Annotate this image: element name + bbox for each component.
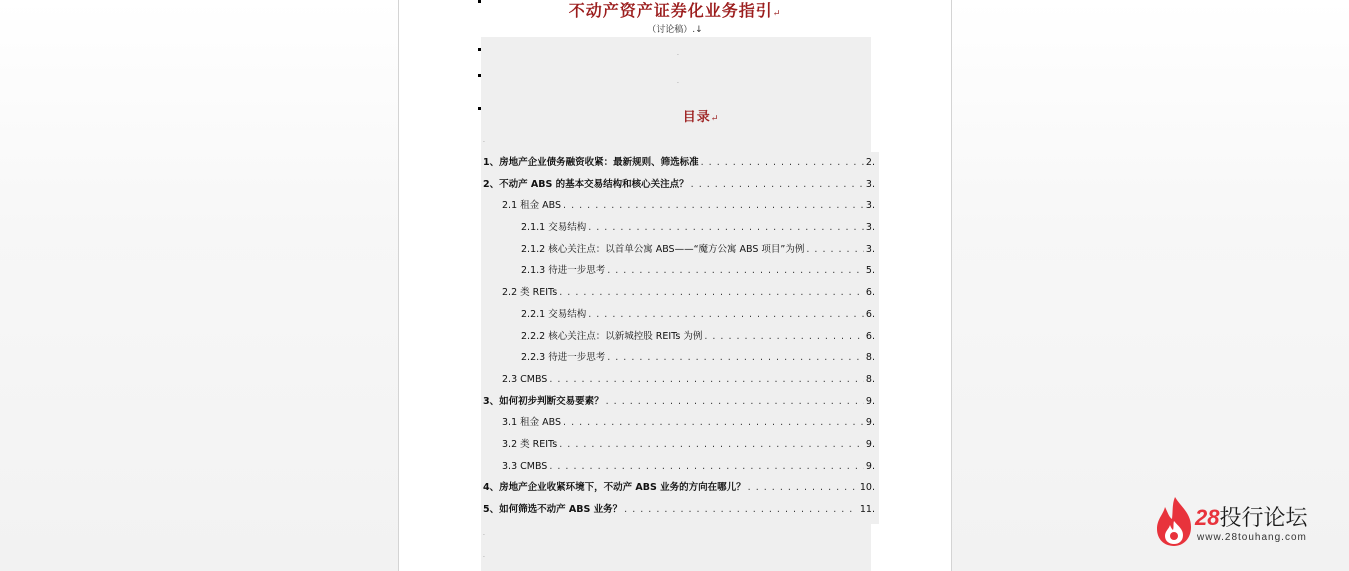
toc-entry-title: 3.1 租金 ABS [502,417,562,429]
toc-entry-title: 3.3 CMBS [502,460,548,472]
document-page [398,0,952,571]
toc-leader-dots [559,434,864,456]
toc-leader-dots [748,477,858,499]
empty-paragraph-mark: . [483,552,485,559]
toc-page-number: 8. [865,352,875,364]
toc-entry[interactable] [483,391,875,413]
toc-leader-dots [559,282,864,304]
toc-entry[interactable] [483,282,875,304]
toc-leader-dots [701,152,864,174]
toc-page-number: 9. [865,460,875,472]
toc-entry-title: 2.2.3 待进一步思考 [521,352,606,364]
paragraph-mark: ↵ [772,9,782,19]
brand-url: www.28touhang.com [1197,532,1307,543]
toc-page-number: 6. [865,330,875,342]
document-title: 不动产资产证券化业务指引↵ [568,1,782,20]
toc-leader-dots [549,456,864,478]
document-subtitle: （讨论稿）.↓ [647,25,703,35]
toc-entry-title: 2.3 CMBS [502,373,548,385]
toc-page-number: 10. [859,482,875,494]
brand-number: 28 [1195,505,1220,530]
toc-leader-dots [606,391,864,413]
toc-entry-title: 2.2.2 核心关注点：以新城控股 REITs 为例 [521,330,703,342]
toc-entry-title: 2.1.1 交易结构 [521,222,587,234]
toc-entry[interactable] [483,434,875,456]
toc-entry-title: 2.1.3 待进一步思考 [521,265,606,277]
toc-page-number: 9. [865,395,875,407]
toc-page-number: 6. [865,287,875,299]
toc-entry-title: 2.1 租金 ABS [502,200,562,212]
toc-entry[interactable] [483,477,875,499]
toc-leader-dots [563,195,864,217]
toc-page-number: 6. [865,308,875,320]
toc-entry-title: 3、如何初步判断交易要素？ [483,395,604,407]
shaded-region-top [481,37,871,152]
toc-entry-title: 5、如何筛选不动产 ABS 业务？ [483,504,623,515]
toc-leader-dots [588,217,864,239]
toc-entry[interactable] [483,152,875,174]
toc-entry-title: 2、不动产 ABS 的基本交易结构和核心关注点？ [483,178,689,190]
toc-entry-title: 4、房地产企业收紧环境下，不动产 ABS 业务的方向在哪儿？ [483,482,746,494]
toc-entry[interactable] [483,217,875,239]
toc-leader-dots [806,239,864,261]
toc-entry[interactable] [483,412,875,434]
paragraph-mark: ↵ [710,114,720,124]
toc-entry[interactable] [483,304,875,326]
toc-entry-title: 2.1.2 核心关注点：以首单公寓 ABS——“魔方公寓 ABS 项目”为例 [521,243,805,255]
toc-entry-title: 2.2.1 交易结构 [521,308,587,320]
toc-entry[interactable] [483,239,875,261]
toc-entry[interactable] [483,347,875,369]
toc-entry-title: 1、房地产企业债务融资收紧：最新规则、筛选标准 [483,157,699,168]
toc-heading: 目录↵ [682,110,720,125]
toc-page-number: 5. [865,265,875,277]
paragraph-bullet [478,48,481,51]
paragraph-bullet [478,74,481,77]
toc-page-number: 3. [865,178,875,190]
toc-page-number: 3. [865,222,875,234]
empty-paragraph-mark: . [677,50,679,57]
toc-leader-dots [607,347,864,369]
empty-paragraph-mark: . [677,78,679,85]
toc-page-number: 11. [859,504,875,515]
toc-entry[interactable] [483,326,875,348]
toc-page-number: 9. [865,417,875,429]
watermark-logo [1155,495,1325,547]
toc-leader-dots [704,326,864,348]
toc-page-number: 9. [865,438,875,450]
toc-entry[interactable] [483,456,875,478]
toc-leader-dots [563,412,864,434]
toc-leader-dots [691,174,864,196]
toc-leader-dots [588,304,864,326]
toc-entry[interactable] [483,499,875,521]
flame-icon [1155,495,1195,547]
empty-paragraph-mark: . [483,137,485,144]
toc-leader-dots [607,260,864,282]
toc-page-number: 3. [865,200,875,212]
toc-entry[interactable] [483,195,875,217]
toc-entry[interactable] [483,260,875,282]
empty-paragraph-mark: . [483,530,485,537]
toc-entry[interactable] [483,369,875,391]
toc-leader-dots [624,499,858,521]
toc-entry-title: 2.2 类 REITs [502,287,558,299]
toc-leader-dots [549,369,864,391]
table-of-contents [483,152,875,521]
toc-entry-title: 3.2 类 REITs [502,438,558,450]
brand-name [1195,501,1308,532]
brand-title: 投行论坛 [1219,505,1308,530]
toc-page-number: 8. [865,373,875,385]
toc-page-number: 2. [865,157,875,168]
toc-entry[interactable] [483,174,875,196]
shaded-region-bottom [481,524,871,571]
toc-page-number: 3. [865,243,875,255]
